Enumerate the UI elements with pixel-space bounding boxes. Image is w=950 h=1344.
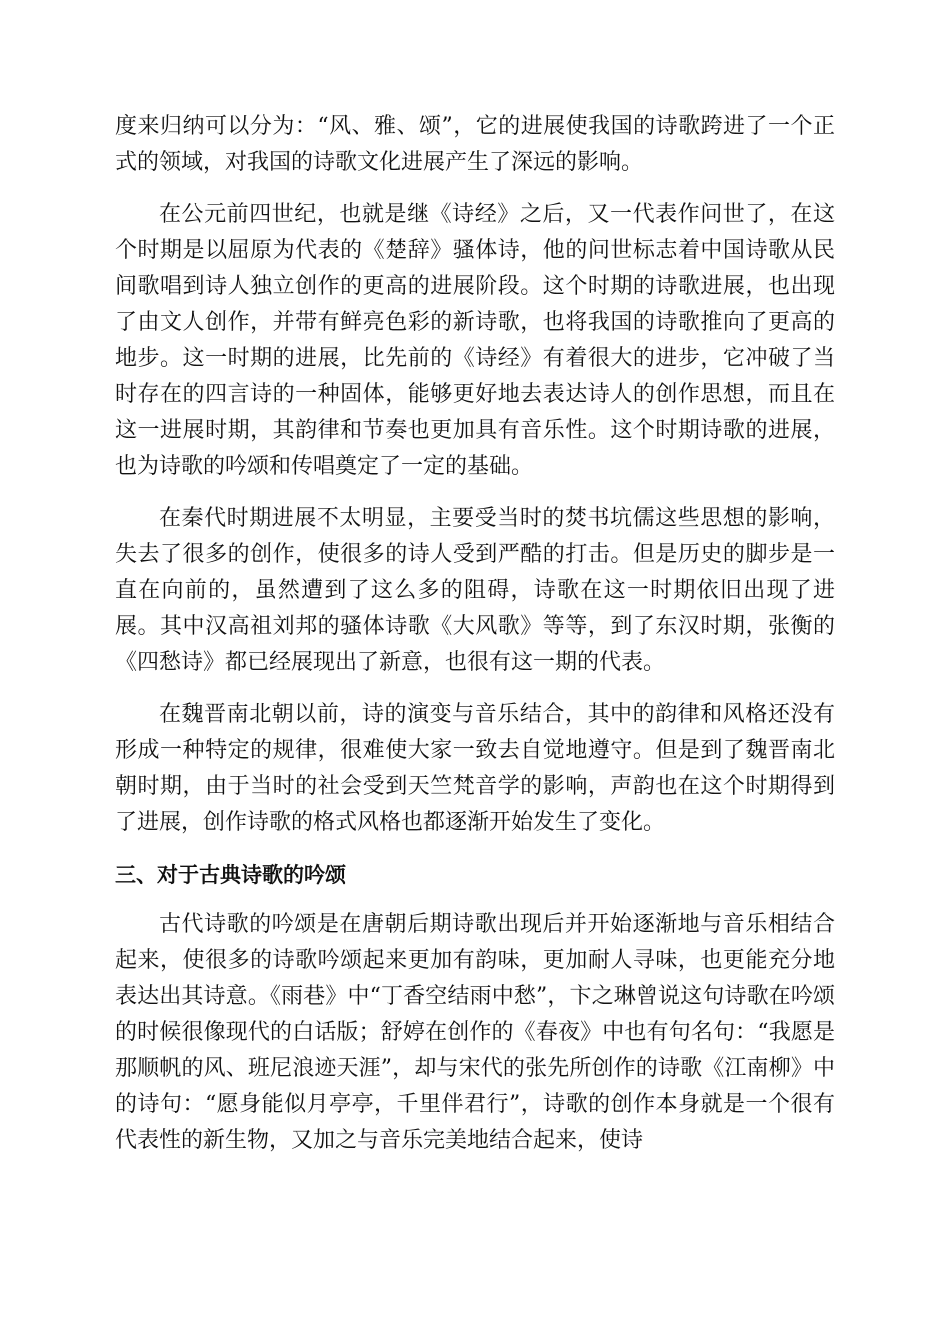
paragraph-continued: 度来归纳可以分为：“风、雅、颂”，它的进展使我国的诗歌跨进了一个正式的领域，对我国的诗歌文化进展产生了深远的影响。 — [115, 114, 835, 175]
section-heading: 三、对于古典诗歌的吟颂 — [115, 863, 346, 887]
paragraph-qin-han: 在秦代时期进展不太明显，主要受当时的焚书坑儒这些思想的影响，失去了很多的创作，使很多的诗人受到严酷的打击。但是历史的脚步是一直在向前的，虽然遭到了这么多的阻碍，诗歌在这一时期依旧出现了进展。其中汉高祖刘邦的骚体诗歌《大风歌》等等，到了东汉时期，张衡的《四愁诗》都已经展现出了新意，也很有这一期的代表。 — [115, 506, 835, 675]
document-page — [115, 109, 835, 1175]
paragraph-wei-jin: 在魏晋南北朝以前，诗的演变与音乐结合，其中的韵律和风格还没有形成一种特定的规律，很难使大家一致去自觉地遵守。但是到了魏晋南北朝时期，由于当时的社会受到天竺梵音学的影响，声韵也在这个时期得到了进展，创作诗歌的格式风格也都逐渐开始发生了变化。 — [115, 702, 835, 835]
paragraph-recitation: 古代诗歌的吟颂是在唐朝后期诗歌出现后并开始逐渐地与音乐相结合起来，使很多的诗歌吟颂起来更加有韵味，更加耐人寻味，也更能充分地表达出其诗意。《雨巷》中“丁香空结雨中愁”，卞之琳曾说这句诗歌在吟颂的时候很像现代的白话版；舒婷在创作的《春夜》中也有句名句：“我愿是那顺帆的风、班尼浪迹天涯”，却与宋代的张先所创作的诗歌《江南柳》中的诗句：“愿身能似月亭亭，千里伴君行”，诗歌的创作本身就是一个很有代表性的新生物，又加之与音乐完美地结合起来，使诗 — [115, 912, 835, 1153]
paragraph-chuci: 在公元前四世纪，也就是继《诗经》之后，又一代表作问世了，在这个时期是以屈原为代表的《楚辞》骚体诗，他的问世标志着中国诗歌从民间歌唱到诗人独立创作的更高的进展阶段。这个时期的诗歌进展，也出现了由文人创作，并带有鲜亮色彩的新诗歌，也将我国的诗歌推向了更高的地步。这一时期的进展，比先前的《诗经》有着很大的进步，它冲破了当时存在的四言诗的一种固体，能够更好地去表达诗人的创作思想，而且在这一进展时期，其韵律和节奏也更加具有音乐性。这个时期诗歌的进展，也为诗歌的吟颂和传唱奠定了一定的基础。 — [115, 202, 835, 479]
